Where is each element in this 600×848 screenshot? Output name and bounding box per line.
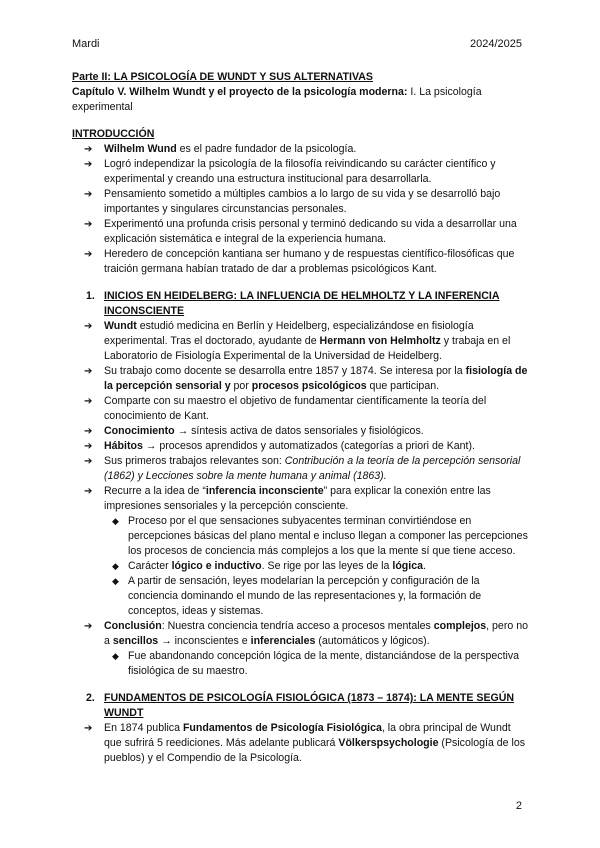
list-item: ➔ Heredero de concepción kantiana ser humano y de respuestas científico-filosóficas que traición germana habían tratado de dar a problemas psicológicos Kant. bbox=[104, 247, 528, 277]
list-item: ➔ Logró independizar la psicología de la filosofía reivindicando su carácter científico y experimental y creando una estructura institucional para desarrollarla. bbox=[104, 157, 528, 187]
sub-list-item: ◆ Proceso por el que sensaciones subyacentes terminan convirtiéndose en percepciones básicas del plano mental e incluso llegan a componer las percepciones los procesos de conciencia más complejos a los que la mente sí que tiene acceso. bbox=[128, 514, 528, 559]
bold-text: Wundt bbox=[104, 320, 137, 332]
list-item bbox=[104, 619, 528, 679]
text: → procesos aprendidos y automatizados (categorías a priori de Kant). bbox=[142, 440, 475, 452]
bold-text: Fundamentos de Psicología Fisiológica bbox=[182, 722, 382, 734]
section-1-heading bbox=[72, 289, 528, 319]
sub-list-item bbox=[128, 559, 528, 574]
text: por bbox=[230, 380, 252, 392]
part-title: Parte II: LA PSICOLOGÍA DE WUNDT Y SUS ALTERNATIVAS bbox=[72, 71, 373, 83]
list-item: ➔ Pensamiento sometido a múltiples cambios a lo largo de su vida y se desarrolló bajo importantes y singulares circunstancias personales. bbox=[104, 187, 528, 217]
text: (automáticos y lógicos). bbox=[315, 635, 430, 647]
text: → síntesis activa de datos sensoriales y fisiológicos. bbox=[174, 425, 424, 437]
document-body bbox=[72, 70, 528, 766]
sub-list bbox=[104, 649, 528, 679]
list-item bbox=[104, 424, 528, 439]
section-2-heading bbox=[72, 691, 528, 721]
list-item bbox=[104, 484, 528, 619]
bold-text: lógica bbox=[392, 560, 423, 572]
bold-text: complejos bbox=[433, 620, 487, 632]
bold-text: Hábitos bbox=[104, 440, 143, 452]
text: que participan. bbox=[366, 380, 440, 392]
bold-text: Hermann von Helmholtz bbox=[319, 335, 441, 347]
list-item: ➔ Experimentó una profunda crisis personal y terminó dedicando su vida a desarrollar una explicación sistemática e integral de la experiencia humana. bbox=[104, 217, 528, 247]
bold-text: Völkerspsychologie bbox=[338, 737, 439, 749]
section-number: 2. bbox=[86, 692, 95, 704]
page-number: 2 bbox=[515, 800, 522, 812]
sub-list-item: ◆ Fue abandonando concepción lógica de la mente, distanciándose de la perspectiva fisiológica de su maestro. bbox=[128, 649, 528, 679]
text: Carácter bbox=[128, 560, 172, 572]
bold-text: fisiología de la percepción sensorial y bbox=[104, 365, 528, 392]
list-item bbox=[104, 319, 528, 364]
text: y trabaja en el Laboratorio de Fisiología Experimental de la Universidad de Heidelberg. bbox=[104, 335, 511, 362]
text: estudió medicina en Berlín y Heidelberg, especializándose en fisiología experimental. Tras el doctorado, ayudante de bbox=[104, 320, 474, 347]
text: ” para explicar la conexión entre las impresiones sensoriales y la percepción consciente. bbox=[104, 485, 491, 512]
header-right: 2024/2025 bbox=[470, 38, 522, 50]
bold-text: lógico e inductivo bbox=[171, 560, 262, 572]
bold-text: inferencia inconsciente bbox=[205, 485, 324, 497]
text: : Nuestra conciencia tendría acceso a procesos mentales bbox=[161, 620, 434, 632]
chapter-label: Capítulo V. Wilhelm Wundt y el proyecto de la psicología moderna: bbox=[72, 86, 408, 98]
list-item bbox=[104, 364, 528, 394]
bold-text: procesos psicológicos bbox=[251, 380, 367, 392]
list-item bbox=[104, 454, 528, 484]
section-number: 1. bbox=[86, 290, 95, 302]
intro-list bbox=[72, 142, 528, 277]
text: es el padre fundador de la psicología. bbox=[176, 143, 357, 155]
sub-list bbox=[104, 514, 528, 619]
text: Recurre a la idea de “ bbox=[104, 485, 206, 497]
intro-heading: INTRODUCCIÓN bbox=[72, 128, 155, 140]
text: . Se rige por las leyes de la bbox=[261, 560, 393, 572]
section-1-list bbox=[72, 319, 528, 679]
list-item bbox=[104, 142, 528, 157]
chapter-rest: I. La psicología experimental bbox=[72, 86, 482, 113]
text: , la obra principal de Wundt que sufrirá 5 reediciones. Más adelante publicará bbox=[104, 722, 511, 749]
bold-text: sencillos bbox=[112, 635, 159, 647]
list-item bbox=[104, 721, 528, 766]
bold-text: inferenciales bbox=[250, 635, 316, 647]
text: Sus primeros trabajos relevantes son: bbox=[104, 455, 285, 467]
section-2-list bbox=[72, 721, 528, 766]
section-title: INICIOS EN HEIDELBERG: LA INFLUENCIA DE HELMHOLTZ Y LA INFERENCIA INCONSCIENTE bbox=[104, 290, 500, 317]
bold-text: Wilhelm Wund bbox=[104, 143, 177, 155]
text: → inconscientes e bbox=[158, 635, 251, 647]
italic-text: Contribución a la teoría de la percepción sensorial (1862) y Lecciones sobre la mente humana y animal (1863). bbox=[104, 455, 521, 482]
header-left: Mardi bbox=[72, 38, 100, 50]
sub-list-item: ◆ A partir de sensación, leyes modelarían la percepción y configuración de la conciencia dominando el mundo de las representaciones y, la formación de conceptos, ideas y sistemas. bbox=[128, 574, 528, 619]
section-title: FUNDAMENTOS DE PSICOLOGÍA FISIOLÓGICA (1873 – 1874): LA MENTE SEGÚN WUNDT bbox=[104, 692, 515, 719]
text: , pero no a bbox=[104, 620, 528, 647]
text: Su trabajo como docente se desarrolla entre 1857 y 1874. Se interesa por la bbox=[104, 365, 466, 377]
text: En 1874 publica bbox=[104, 722, 183, 734]
bold-text: Conclusión bbox=[104, 620, 162, 632]
chapter-title bbox=[72, 85, 528, 115]
text: . bbox=[423, 560, 426, 572]
list-item bbox=[104, 439, 528, 454]
list-item: ➔ Comparte con su maestro el objetivo de fundamentar científicamente la teoría del conocimiento de Kant. bbox=[104, 394, 528, 424]
bold-text: Conocimiento bbox=[104, 425, 175, 437]
text: (Psicología de los pueblos) y el Compendio de la Psicología. bbox=[104, 737, 526, 764]
